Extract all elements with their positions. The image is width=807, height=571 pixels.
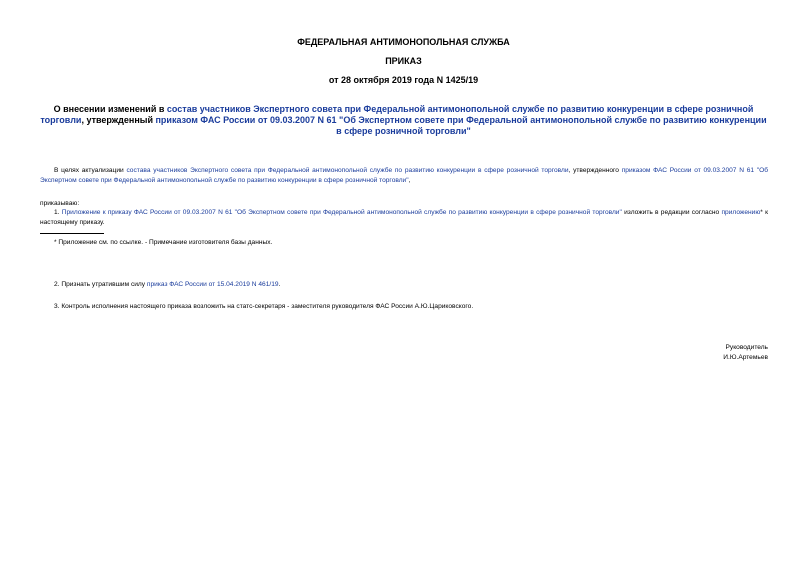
heading-middle: , утвержденный [81,115,156,125]
item2-suffix: . [278,281,281,288]
document-heading [40,104,767,137]
intro-paragraph [40,166,768,185]
document-date: от 28 октября 2019 года N 1425/19 [328,75,479,85]
intro-middle: , утвержденного [568,167,622,174]
document-type: ПРИКАЗ [385,56,422,66]
item1-link-appendix-order-61[interactable]: Приложение к приказу ФАС России от 09.03.2007 N 61 "Об Экспертном совете при Федеральной антимонопольной службе по развитию конкуренции в сфере розничной торговли" [61,209,622,216]
intro-link-order-61[interactable]: приказом ФАС России от 09.03.2007 N 61 "Об Экспертном совете при Федеральной антимонопольной службе по развитию конкуренции в сфере розничной торговли" [40,167,769,184]
item1-middle: изложить в редакции согласно [621,209,722,216]
heading-link-order-61[interactable]: приказом ФАС России от 09.03.2007 N 61 "Об Экспертном совете при Федеральной антимонопольной службе по развитию конкуренции в сфере розничной торговли" [155,115,767,136]
heading-prefix: О внесении изменений в [53,104,167,114]
agency-name: ФЕДЕРАЛЬНАЯ АНТИМОНОПОЛЬНАЯ СЛУЖБА [297,37,510,47]
item1-number: 1. [54,209,62,216]
item1-suffix: * к настоящему приказу. [40,209,768,226]
order-word: приказываю: [40,200,80,207]
item2-link-order-461[interactable]: приказ ФАС России от 15.04.2019 N 461/19 [146,281,279,288]
intro-prefix: В целях актуализации [54,167,127,174]
intro-link-council-composition[interactable]: состава участников Экспертного совета при Федеральной антимонопольной службе по развитию конкуренции в сфере розничной торговли [126,167,569,174]
footnote-divider [40,233,104,234]
signature-title: Руководитель [725,344,768,351]
intro-suffix: , [408,176,411,184]
signature-block [723,343,768,363]
order-item-3: 3. Контроль исполнения настоящего приказа возложить на статс-секретаря - заместителя руководителя ФАС России А.Ю.Цариковского. [54,303,474,310]
order-item-2 [40,280,768,290]
heading-link-council-composition[interactable]: состав участников Экспертного совета при Федеральной антимонопольной службе по развитию конкуренции в сфере розничной торговли [40,104,754,125]
order-item-1 [40,208,768,227]
item1-link-appendix[interactable]: приложению [721,209,761,216]
item2-prefix: 2. Признать утратившим силу [54,281,147,288]
footnote: * Приложение см. по ссылке. - Примечание изготовителя базы данных. [54,239,273,246]
signature-name: И.Ю.Артемьев [723,354,768,361]
